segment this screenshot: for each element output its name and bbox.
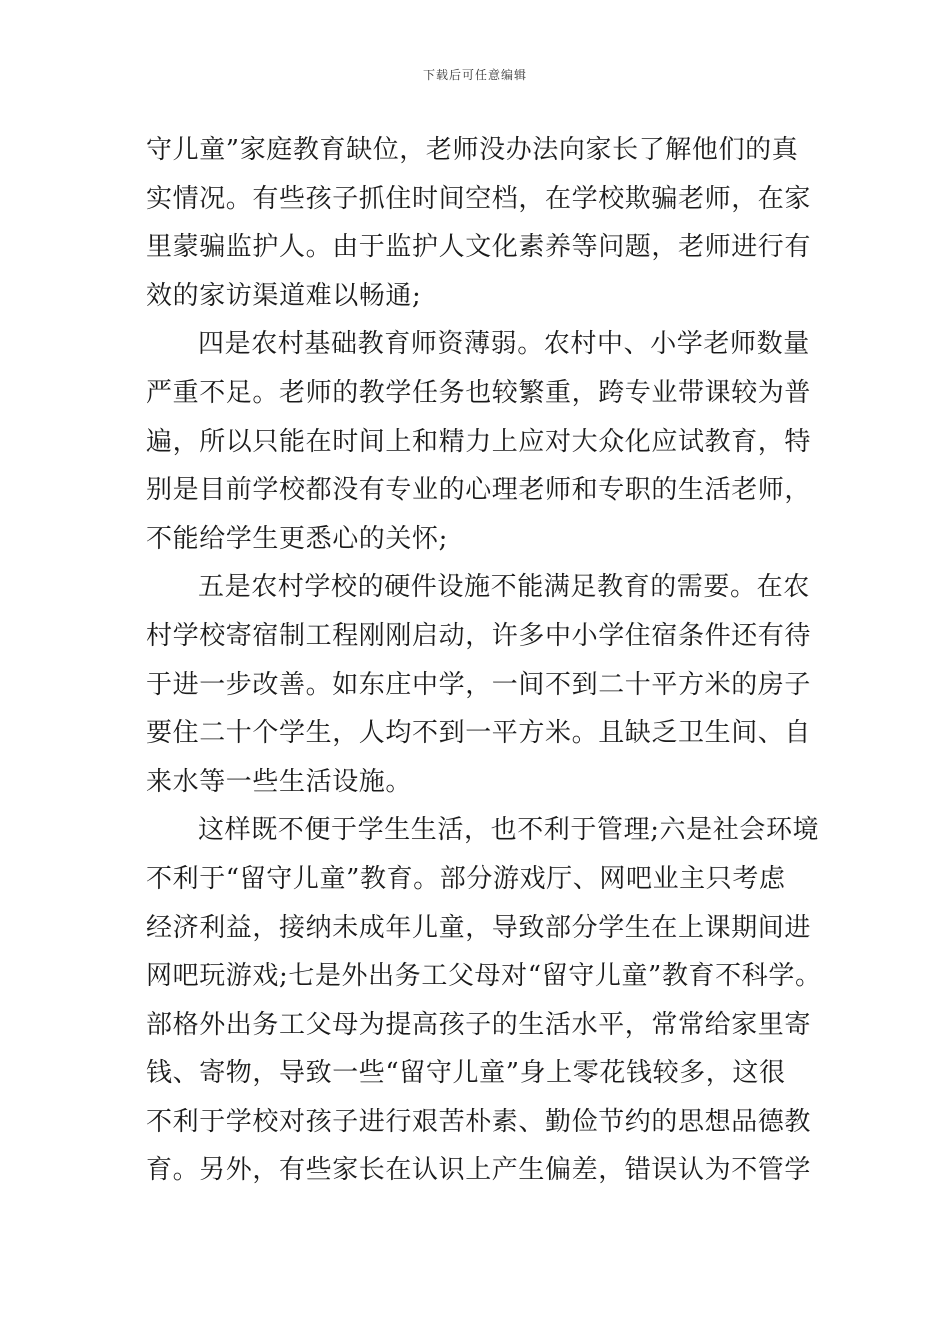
text-line: 效的家访渠道难以畅通; <box>146 280 422 311</box>
text-line: 严重不足。老师的教学任务也较繁重，跨专业带课较为普 <box>146 377 812 408</box>
text-line: 于进一步改善。如东庄中学，一间不到二十平方米的房子 <box>146 669 812 700</box>
page-header: 下载后可任意编辑 <box>422 68 527 82</box>
text-line: 部格外出务工父母为提高孩子的生活水平，常常给家里寄 <box>146 1009 812 1040</box>
text-line: 不利于学校对孩子进行艰苦朴素、勤俭节约的思想品德教 <box>146 1106 812 1137</box>
text-line: 育。另外，有些家长在认识上产生偏差，错误认为不管学 <box>146 1155 812 1186</box>
text-line: 别是目前学校都没有专业的心理老师和专职的生活老师， <box>146 475 812 506</box>
text-line: 里蒙骗监护人。由于监护人文化素养等问题，老师进行有 <box>146 232 812 263</box>
paragraph-first-line: 这样既不便于学生生活，也不利于管理;六是社会环境 <box>198 815 820 846</box>
text-line: 不利于“留守儿童”教育。部分游戏厅、网吧业主只考虑 <box>146 863 786 894</box>
text-line: 网吧玩游戏;七是外出务工父母对“留守儿童”教育不科学。 <box>146 961 822 992</box>
text-line: 要住二十个学生，人均不到一平方米。且缺乏卫生间、自 <box>146 718 812 749</box>
text-line: 经济利益，接纳未成年儿童，导致部分学生在上课期间进 <box>146 912 812 943</box>
paragraph-first-line: 四是农村基础教育师资薄弱。农村中、小学老师数量 <box>198 329 810 360</box>
text-line: 守儿童”家庭教育缺位，老师没办法向家长了解他们的真 <box>146 135 799 165</box>
text-line: 实情况。有些孩子抓住时间空档，在学校欺骗老师，在家 <box>146 183 812 214</box>
text-line: 村学校寄宿制工程刚刚启动，许多中小学住宿条件还有待 <box>146 620 812 651</box>
paragraph-first-line: 五是农村学校的硬件设施不能满足教育的需要。在农 <box>198 572 810 603</box>
text-line: 遍，所以只能在时间上和精力上应对大众化应试教育，特 <box>146 426 812 457</box>
text-line: 来水等一些生活设施。 <box>146 766 413 797</box>
text-line: 钱、寄物，导致一些“留守儿童”身上零花钱较多，这很 <box>146 1058 786 1089</box>
text-line: 不能给学生更悉心的关怀; <box>146 523 448 554</box>
document-body <box>146 126 826 1195</box>
